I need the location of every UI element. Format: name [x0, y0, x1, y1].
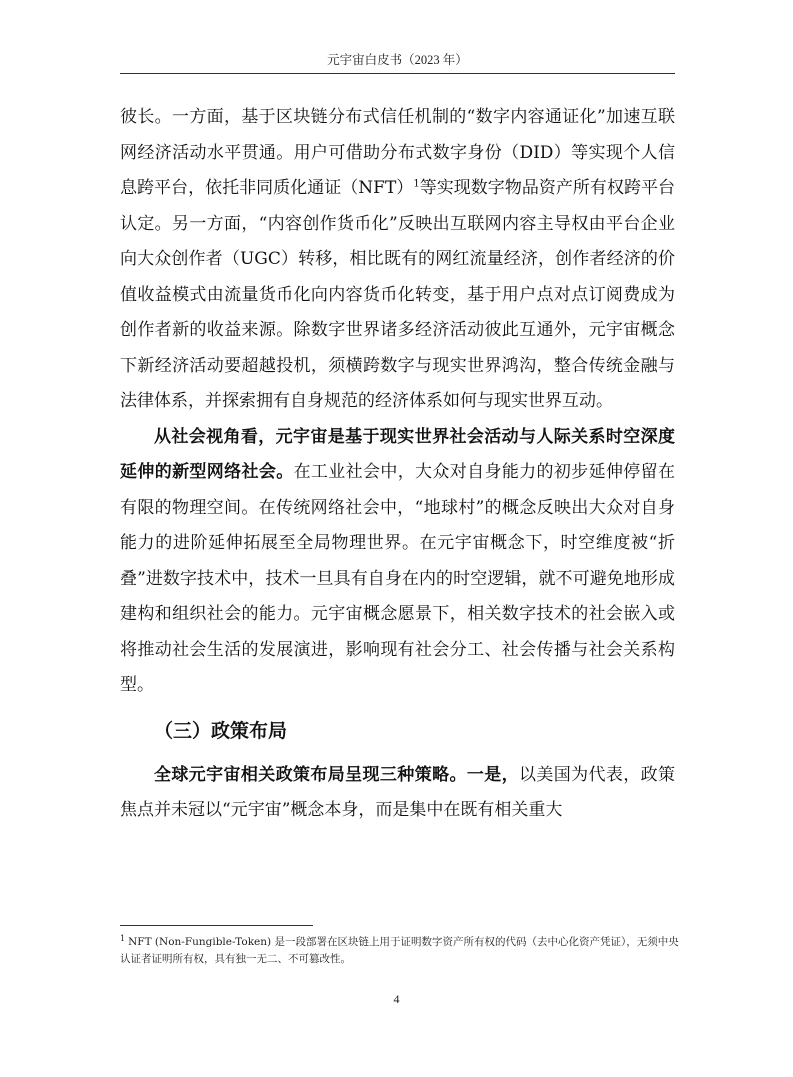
paragraph-economy-text-b: 等实现数字物品资产所有权跨平台认定。另一方面，“内容创作货币化”反映出互联网内容主导权由平台企业向大众创作者（UGC）转移，相比既有的网红流量经济，创作者经济的价值收益模式由流量货币化向内容货币化转变，基于用户点对点订阅费成为创作者新的收益来源。除数字世界诸多经济活动彼此互通外，元宇宙概念下新经济活动要超越投机，须横跨数字与现实世界鸿沟，整合传统金融与法律体系，并探索拥有自身规范的经济体系如何与现实世界互动。: [120, 178, 675, 411]
running-header: 元宇宙白皮书（2023 年）: [327, 53, 468, 67]
page-number: 4: [393, 992, 400, 1006]
body-text: [120, 100, 675, 829]
paragraph-economy-text-a: 彼长。一方面，基于区块链分布式信任机制的“数字内容通证化”加速互联网经济活动水平贯通。用户可借助分布式数字身份（DID）等实现个人信息跨平台，依托非同质化通证（NFT）: [120, 107, 675, 198]
header-rule: [120, 73, 675, 74]
footnote-marker: 1: [120, 933, 126, 943]
paragraph-society-lead: 从社会视角看，元宇宙是基于现实世界社会活动与人际关系时空深度延伸的新型网络社会。: [120, 426, 675, 482]
footnote-rule: [120, 925, 313, 926]
paragraph-society-text: 在工业社会中，大众对自身能力的初步延伸停留在有限的物理空间。在传统网络社会中，“地球村”的概念反映出大众对自身能力的进阶延伸拓展至全局物理世界。在元宇宙概念下，时空维度被“折叠”进数字技术中，技术一旦具有自身在内的时空逻辑，就不可避免地形成建构和组织社会的能力。元宇宙概念愿景下，相关数字技术的社会嵌入或将推动社会生活的发展演进，影响现有社会分工、社会传播与社会关系构型。: [120, 462, 676, 695]
paragraph-policy: [120, 758, 675, 829]
paragraph-policy-text: 以美国为代表，政策焦点并未冠以“元宇宙”概念本身，而是集中在既有相关重大: [120, 764, 676, 820]
footnote: [120, 934, 680, 968]
footnote-ref[interactable]: 1: [413, 178, 420, 190]
footnote-text: NFT (Non-Fungible-Token) 是一段部署在区块链上用于证明数字资产所有权的代码（去中心化资产凭证），无须中央认证者证明所有权，具有独一无二、不可篡改性。: [120, 936, 679, 965]
paragraph-society: [120, 420, 675, 704]
paragraph-economy: [120, 100, 675, 420]
section-heading: （三）政策布局: [154, 719, 288, 742]
paragraph-policy-lead: 全球元宇宙相关政策布局呈现三种策略。一是，: [154, 764, 519, 785]
